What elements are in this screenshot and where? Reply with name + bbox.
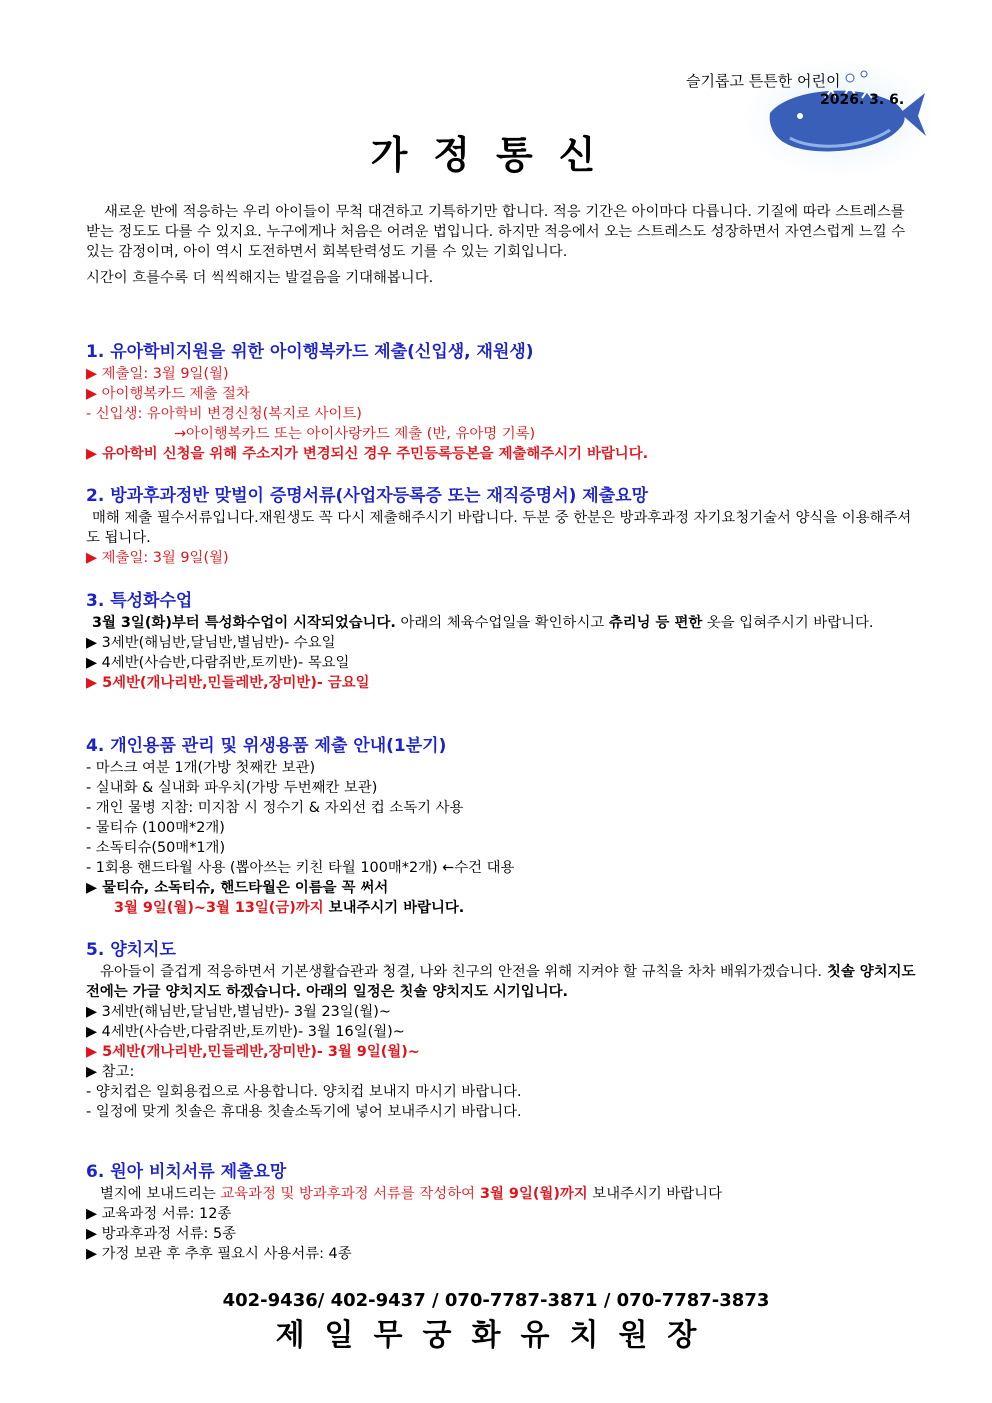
s5-line: ▶ 4세반(사슴반,다람쥐반,토끼반)- 3월 16일(월)~ [86, 1024, 405, 1040]
s4-line: - 소독티슈(50매*1개) [86, 840, 226, 856]
section-6-heading: 6. 원아 비치서류 제출요망 [86, 1162, 287, 1182]
section-3-heading: 3. 특성화수업 [86, 591, 193, 611]
s6-line: ▶ 교육과정 서류: 12종 [86, 1206, 232, 1222]
s5-emph: 칫솔 양치지도 전에는 가글 양치지도 하겠습니다. 아래의 일정은 칫솔 양치지도 시기입니다. [86, 964, 916, 1000]
section-5-heading: 5. 양치지도 [86, 940, 176, 960]
s1-line: ▶ 제출일: 3월 9일(월) [86, 366, 229, 382]
s4-line: - 개인 물병 지참: 미지참 시 정수기 & 자외선 컵 소독기 사용 [86, 800, 464, 816]
s6-line: ▶ 방과후과정 서류: 5종 [86, 1226, 237, 1242]
s2-paragraph: 매해 제출 필수서류입니다.재원생도 꼭 다시 제출해주시기 바랍니다. 두분 중 한분은 방과후과정 자기요청기술서 양식을 이용해주셔도 됩니다. [86, 510, 912, 546]
s6-line: ▶ 가정 보관 후 추후 필요시 사용서류: 4종 [86, 1246, 352, 1262]
section-1 [86, 342, 916, 464]
school-name: 제일무궁화유치원장 [275, 1318, 717, 1353]
intro [86, 202, 916, 288]
section-3 [86, 591, 916, 693]
s4-emph: 3월 9일(월)~3월 13일(금)까지 [114, 900, 324, 916]
s3-text: 옷을 입혀주시기 바랍니다. [702, 615, 874, 631]
s3-line: ▶ 3세반(해님반,달님반,별님반)- 수요일 [86, 635, 336, 651]
s5-line: - 일정에 맞게 칫솔은 휴대용 칫솔소독기에 넣어 보내주시기 바랍니다. [86, 1104, 522, 1120]
slogan: 슬기롭고 튼튼한 어린이 [686, 72, 841, 90]
intro-closing: 시간이 흐를수록 더 씩씩해지는 발걸음을 기대해봅니다. [86, 270, 434, 286]
s2-line: ▶ 제출일: 3월 9일(월) [86, 550, 229, 566]
s4-line: - 실내화 & 실내화 파우치(가방 두번째칸 보관) [86, 780, 378, 796]
s5-line: ▶ 참고: [86, 1064, 135, 1080]
section-4 [86, 736, 916, 918]
s1-line: - 신입생: 유아학비 변경신청(복지로 사이트) [86, 406, 362, 422]
s4-text: 보내주시기 바랍니다. [323, 900, 465, 916]
s3-emph: 츄리닝 등 편한 [608, 615, 703, 631]
section-2 [86, 486, 916, 568]
section-2-heading: 2. 방과후과정반 맞벌이 증명서류(사업자등록증 또는 재직증명서) 제출요망 [86, 486, 648, 506]
section-6 [86, 1162, 916, 1264]
phone-numbers: 402-9436/ 402-9437 / 070-7787-3871 / 070-7787-3873 [222, 1290, 770, 1311]
s6-text: 보내주시기 바랍니다 [587, 1186, 722, 1202]
s4-line: - 물티슈 (100매*2개) [86, 820, 225, 836]
s3-line: ▶ 5세반(개나리반,민들레반,장미반)- 금요일 [86, 675, 370, 691]
s5-paragraph [86, 962, 916, 1002]
s1-line: ▶ 아이행복카드 제출 절차 [86, 386, 250, 402]
s1-line: →아이행복카드 또는 아이사랑카드 제출 (반, 유아명 기록) [174, 426, 536, 442]
section-4-heading: 4. 개인용품 관리 및 위생용품 제출 안내(1분기) [86, 736, 447, 756]
s3-line: ▶ 4세반(사슴반,다람쥐반,토끼반)- 목요일 [86, 655, 350, 671]
section-1-heading: 1. 유아학비지원을 위한 아이행복카드 제출(신입생, 재원생) [86, 342, 534, 362]
s3-paragraph [86, 613, 916, 633]
s1-line: ▶ 유아학비 신청을 위해 주소지가 변경되신 경우 주민등록등본을 제출해주시기 바랍니다. [86, 446, 649, 462]
s6-emph: 3월 9일(월)까지 [475, 1186, 588, 1202]
s5-line: ▶ 3세반(해님반,달님반,별님반)- 3월 23일(월)~ [86, 1004, 391, 1020]
s3-text: 아래의 체육수업일을 확인하시고 [395, 615, 609, 631]
s4-line: ▶ 물티슈, 소독티슈, 핸드타월은 이름을 꼭 써서 [86, 880, 389, 896]
page-title: 가정통신 [370, 133, 622, 177]
s4-line [86, 898, 916, 918]
s6-emph: 교육과정 및 방과후과정 서류를 작성하여 [220, 1186, 475, 1202]
s4-line: - 1회용 핸드타월 사용 (뽑아쓰는 키친 타월 100매*2개) ←수건 대용 [86, 860, 515, 876]
s5-text: 유아들이 즐겁게 적응하면서 기본생활습관과 청결, 나와 친구의 안전을 위해 지켜야 할 규칙을 차차 배워가겠습니다. [100, 964, 822, 980]
s6-text: 별지에 보내드리는 [100, 1186, 221, 1202]
intro-paragraph: 새로운 반에 적응하는 우리 아이들이 무척 대견하고 기특하기만 합니다. 적응 기간은 아이마다 다릅니다. 기질에 따라 스트레스를 받는 정도도 다를 수 있지요. 누구에게나 처음은 어려운 법입니다. 하지만 적응에서 오는 스트레스도 성장하면서 자연스럽게 느낄 수 있는 감정이며, 아이 역시 도전하면서 회복탄력성도 기를 수 있는 기회입니다. [86, 204, 906, 260]
s5-line: - 양치컵은 일회용컵으로 사용합니다. 양치컵 보내지 마시기 바랍니다. [86, 1084, 522, 1100]
s3-emph: 3월 3일(화)부터 특성화수업이 시작되었습니다. [92, 615, 396, 631]
section-5 [86, 940, 916, 1122]
date: 2026. 3. 6. [820, 92, 905, 108]
s4-line: - 마스크 여분 1개(가방 첫째칸 보관) [86, 760, 316, 776]
s5-line: ▶ 5세반(개나리반,민들레반,장미반)- 3월 9일(월)~ [86, 1044, 420, 1060]
s6-paragraph [86, 1184, 916, 1204]
